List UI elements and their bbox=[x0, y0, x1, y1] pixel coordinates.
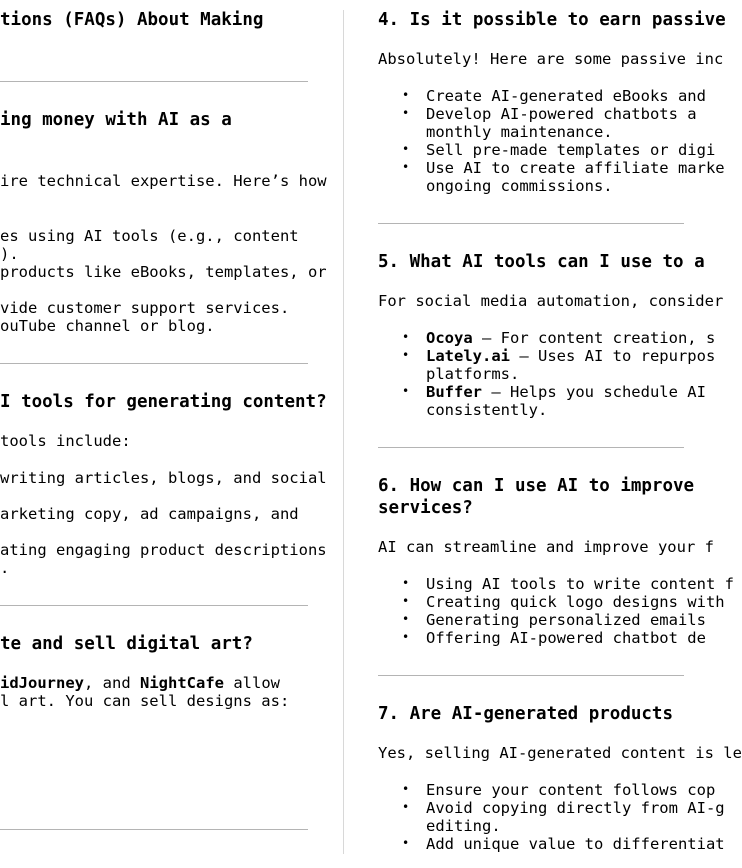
list-item: • Add unique value to differentiat bbox=[402, 835, 725, 853]
list-item: • Using AI tools to write content f bbox=[402, 575, 734, 593]
question-5-title: 5. What AI tools can I use to a bbox=[378, 252, 705, 272]
answer-intro: ire technical expertise. Here’s how bbox=[0, 172, 327, 190]
divider bbox=[0, 605, 308, 606]
divider bbox=[378, 223, 684, 224]
list-item: . bbox=[0, 559, 10, 577]
list-item-continuation: platforms. bbox=[426, 365, 520, 383]
list-item: arketing copy, ad campaigns, and bbox=[0, 505, 299, 523]
list-item: es using AI tools (e.g., content bbox=[0, 227, 299, 245]
answer-intro: tools include: bbox=[0, 432, 131, 450]
list-item: products like eBooks, templates, or bbox=[0, 263, 327, 281]
divider bbox=[0, 829, 308, 830]
list-item: • Create AI-generated eBooks and bbox=[402, 87, 706, 105]
answer-list bbox=[402, 781, 725, 853]
question-6-title-cont: services? bbox=[378, 498, 473, 518]
right-column bbox=[378, 0, 742, 868]
list-item: • Buffer – Helps you schedule AI bbox=[402, 383, 706, 401]
list-item: • Creating quick logo designs with bbox=[402, 593, 725, 611]
list-item-continuation: consistently. bbox=[426, 401, 548, 419]
column-divider bbox=[343, 10, 344, 854]
divider bbox=[0, 363, 308, 364]
list-item: writing articles, blogs, and social bbox=[0, 469, 327, 487]
list-item: • Use AI to create affiliate marke bbox=[402, 159, 725, 177]
answer-list bbox=[402, 87, 725, 195]
answer-list bbox=[402, 575, 734, 647]
list-item: • Develop AI-powered chatbots a bbox=[402, 105, 697, 123]
answer-text-line: l art. You can sell designs as: bbox=[0, 692, 290, 710]
list-item: • Ocoya – For content creation, s bbox=[402, 329, 716, 347]
list-item: • Sell pre-made templates or digi bbox=[402, 141, 716, 159]
list-item: • Avoid copying directly from AI-g bbox=[402, 799, 725, 817]
list-item-continuation: monthly maintenance. bbox=[426, 123, 613, 141]
question-digital-art-title: te and sell digital art? bbox=[0, 634, 253, 654]
question-7-title: 7. Are AI-generated products bbox=[378, 704, 674, 724]
list-item: • Offering AI-powered chatbot de bbox=[402, 629, 706, 647]
list-item: ouTube channel or blog. bbox=[0, 317, 215, 335]
list-item: ating engaging product descriptions bbox=[0, 541, 327, 559]
question-earn-money-title: ing money with AI as a bbox=[0, 110, 232, 130]
answer-intro: Yes, selling AI-generated content is le bbox=[378, 744, 742, 762]
list-item: • Ensure your content follows cop bbox=[402, 781, 716, 799]
question-content-tools-title: I tools for generating content? bbox=[0, 392, 327, 412]
question-4-title: 4. Is it possible to earn passive bbox=[378, 10, 726, 30]
divider bbox=[378, 675, 684, 676]
answer-intro: For social media automation, consider bbox=[378, 292, 724, 310]
question-6-title: 6. How can I use AI to improve bbox=[378, 476, 695, 496]
answer-intro: AI can streamline and improve your f bbox=[378, 538, 714, 556]
divider bbox=[0, 81, 308, 82]
list-item: vide customer support services. bbox=[0, 299, 290, 317]
faq-section-title: tions (FAQs) About Making bbox=[0, 10, 264, 30]
list-item-continuation: editing. bbox=[426, 817, 501, 835]
left-column bbox=[0, 0, 327, 868]
answer-text-line: idJourney, and NightCafe allow bbox=[0, 674, 280, 692]
list-item: • Lately.ai – Uses AI to repurpos bbox=[402, 347, 716, 365]
list-item: ). bbox=[0, 245, 19, 263]
answer-list bbox=[402, 329, 716, 419]
answer-intro: Absolutely! Here are some passive inc bbox=[378, 50, 724, 68]
list-item-continuation: ongoing commissions. bbox=[426, 177, 613, 195]
list-item: • Generating personalized emails bbox=[402, 611, 706, 629]
divider bbox=[378, 447, 684, 448]
